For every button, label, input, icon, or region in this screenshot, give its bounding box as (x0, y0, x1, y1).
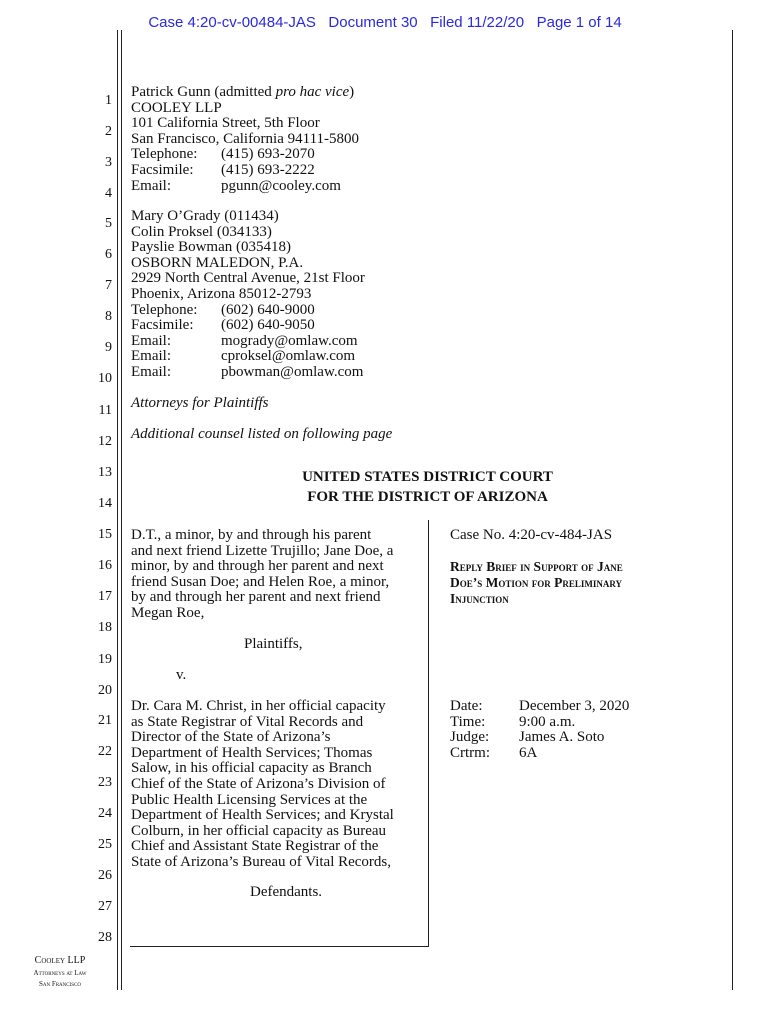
line-number: 27 (98, 899, 112, 914)
court-title-line2: FOR THE DISTRICT OF ARIZONA (307, 489, 548, 505)
document-title-line: Injunction (450, 591, 509, 606)
party-line: Dr. Cara M. Christ, in her official capacity (131, 698, 386, 714)
line-number: 19 (98, 652, 112, 667)
counsel-block-cooley (131, 85, 359, 194)
line-number: 6 (105, 247, 112, 262)
counsel-name-gunn: Patrick Gunn (admitted pro hac vice) (131, 84, 355, 100)
line-number: 17 (98, 589, 112, 604)
versus: v. (176, 667, 187, 683)
party-line: Director of the State of Arizona’s (131, 729, 331, 746)
firm-address-line1: 101 California Street, 5th Floor (131, 115, 320, 132)
line-number: 15 (98, 527, 112, 542)
counsel-block-osborn (131, 209, 365, 381)
line-number: 11 (98, 403, 112, 418)
line-number: 10 (98, 371, 112, 386)
firm-name: COOLEY LLP (131, 99, 222, 116)
plaintiffs-parties (131, 528, 393, 622)
firm-address-line2: San Francisco, California 94111-5800 (131, 130, 360, 147)
line-number: 2 (105, 124, 112, 139)
hearing-courtroom: Crtrm: 6A (450, 744, 538, 761)
contact-email: Email: pbowman@omlaw.com (131, 363, 364, 380)
line-number: 14 (98, 496, 112, 511)
line-number: 18 (98, 620, 112, 635)
party-line: Chief and Assistant State Registrar of the (131, 838, 379, 855)
right-margin-rule (732, 30, 733, 990)
line-number: 13 (98, 465, 112, 480)
line-number: 26 (98, 868, 112, 883)
left-margin-rule-inner (121, 30, 122, 990)
firm-address-line1: 2929 North Central Avenue, 21st Floor (131, 270, 365, 287)
party-line: Colburn, in her official capacity as Bureau (131, 822, 387, 839)
contact-email: Email: pgunn@cooley.com (131, 177, 341, 194)
line-number: 22 (98, 744, 112, 759)
party-line: by and through her parent and next friend (131, 589, 381, 606)
line-number: 4 (105, 186, 112, 201)
line-number: 9 (105, 340, 112, 355)
defendants-parties (131, 699, 394, 871)
line-number: 12 (98, 434, 112, 449)
hearing-judge: Judge: James A. Soto (450, 729, 605, 746)
counsel-name: Payslie Bowman (035418) (131, 239, 291, 256)
party-line: Public Health Licensing Services at the (131, 791, 368, 808)
party-line: Salow, in his official capacity as Branch (131, 760, 372, 777)
document-title-line: Doe’s Motion for Preliminary (450, 575, 623, 590)
hearing-time: Time: 9:00 a.m. (450, 713, 576, 730)
attorneys-for-line: Attorneys for Plaintiffs (131, 395, 269, 411)
footer-firm-mark (10, 955, 110, 988)
line-number: 3 (105, 155, 112, 170)
party-line: D.T., a minor, by and through his parent (131, 527, 372, 543)
party-line: minor, by and through her parent and next (131, 558, 384, 575)
hearing-date: Date: December 3, 2020 (450, 698, 630, 714)
contact-email: Email: mogrady@omlaw.com (131, 332, 358, 349)
line-number: 1 (105, 93, 112, 108)
contact-facsimile: Facsimile: (415) 693-2222 (131, 161, 315, 178)
footer-line2: Attorneys at Law (33, 969, 87, 977)
party-line: Megan Roe, (131, 604, 205, 621)
footer-line3: San Francisco (38, 980, 82, 988)
hearing-info (450, 699, 629, 761)
contact-telephone: Telephone: (602) 640-9000 (131, 301, 315, 318)
party-line: Department of Health Services; Thomas (131, 744, 373, 761)
party-line: Chief of the State of Arizona’s Division of (131, 775, 386, 792)
line-number: 5 (105, 216, 112, 231)
contact-telephone: Telephone: (415) 693-2070 (131, 146, 315, 163)
contact-facsimile: Facsimile: (602) 640-9050 (131, 317, 315, 334)
additional-counsel-note: Additional counsel listed on following page (131, 426, 393, 442)
party-line: as State Registrar of Vital Records and (131, 713, 364, 730)
line-number: 7 (105, 278, 112, 293)
party-line: and next friend Lizette Trujillo; Jane Doe, a (131, 542, 394, 559)
line-number: 21 (98, 713, 112, 728)
firm-address-line2: Phoenix, Arizona 85012-2793 (131, 285, 312, 302)
line-number: 25 (98, 837, 112, 852)
counsel-name: Mary O’Grady (011434) (131, 208, 279, 224)
line-number: 20 (98, 683, 112, 698)
case-number: Case No. 4:20-cv-484-JAS (450, 527, 613, 543)
court-title (130, 467, 725, 507)
line-number: 23 (98, 775, 112, 790)
line-number: 16 (98, 558, 112, 573)
document-title (450, 559, 623, 607)
counsel-name: Colin Proksel (034133) (131, 223, 272, 240)
line-number: 8 (105, 309, 112, 324)
party-line: State of Arizona’s Bureau of Vital Records, (131, 853, 392, 870)
plaintiffs-label: Plaintiffs, (244, 636, 303, 652)
firm-name: OSBORN MALEDON, P.A. (131, 254, 304, 271)
left-margin-rule-outer (117, 30, 118, 990)
line-number: 28 (98, 930, 112, 945)
line-number: 24 (98, 806, 112, 821)
party-line: Department of Health Services; and Krystal (131, 807, 394, 824)
defendants-label: Defendants. (250, 884, 323, 900)
footer-firm: Cooley LLP (34, 955, 86, 966)
contact-email: Email: cproksel@omlaw.com (131, 348, 356, 365)
ecf-header-stamp: Case 4:20-cv-00484-JAS Document 30 Filed 11/22/20 Page 1 of 14 (148, 14, 622, 31)
document-title-line: Reply Brief in Support of Jane (450, 559, 623, 574)
party-line: friend Susan Doe; and Helen Roe, a minor, (131, 573, 390, 590)
court-title-line1: UNITED STATES DISTRICT COURT (302, 469, 553, 485)
